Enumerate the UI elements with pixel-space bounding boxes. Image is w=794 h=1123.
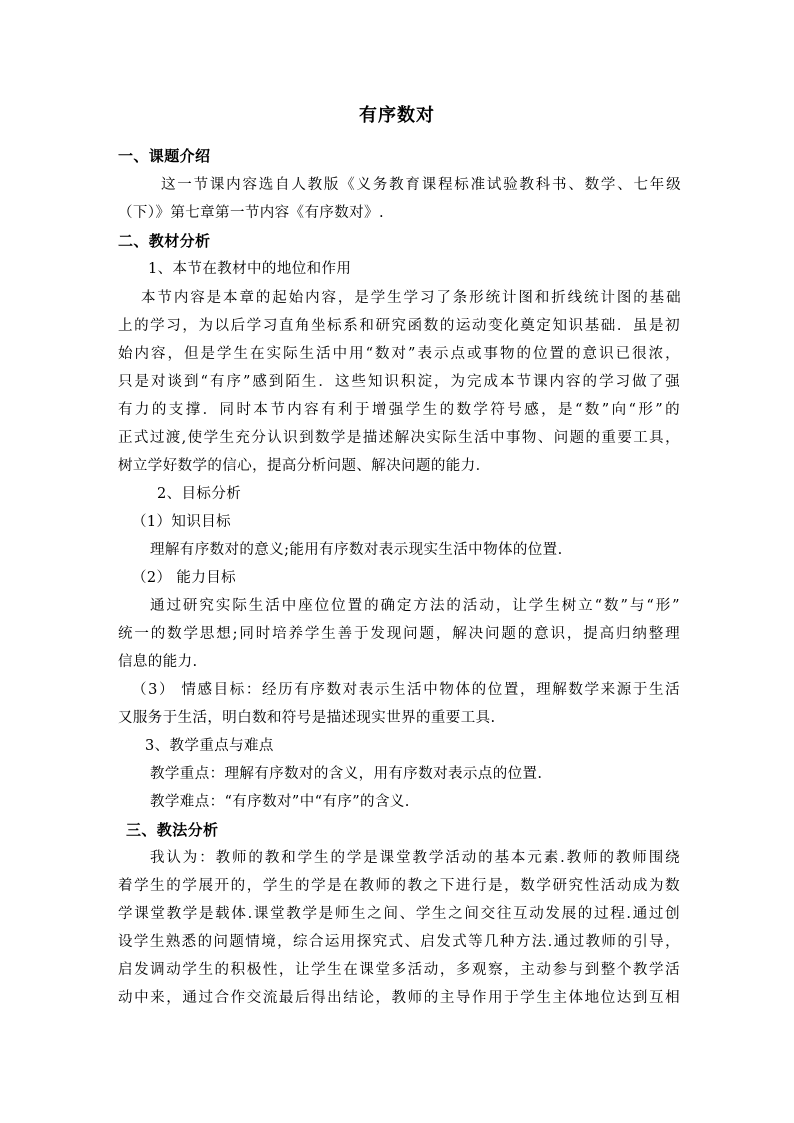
subheading-goal-analysis: 2、目标分析 xyxy=(157,486,242,502)
subheading-key-difficult: 3、教学重点与难点 xyxy=(145,738,274,754)
section-heading-intro: 一、课题介绍 xyxy=(118,147,211,165)
subheading-position-role: 1、本节在教材中的地位和作用 xyxy=(148,261,352,277)
paragraph-line: 本节内容是本章的起始内容，是学生学习了条形统计图和折线统计图的基础 xyxy=(141,290,681,306)
goal-knowledge-text: 理解有序数对的意义;能用有序数对表示现实生活中物体的位置. xyxy=(150,542,563,558)
section-heading-method: 三、教法分析 xyxy=(126,821,219,839)
paragraph-line: 只是对谈到“有序”感到陌生．这些知识积淀，为完成本节课内容的学习做了强 xyxy=(118,374,680,390)
section-heading-material: 二、教材分析 xyxy=(118,232,211,250)
paragraph-line: 有力的支撑．同时本节内容有利于增强学生的数学符号感，是“数”向“形”的 xyxy=(118,402,680,418)
difficult-point-text: 教学难点：“有序数对”中“有序”的含义. xyxy=(150,794,410,810)
paragraph-line: 这一节课内容选自人教版《义务教育课程标准试验教科书、数学、七年级 xyxy=(161,177,681,193)
paragraph-line: 动中来，通过合作交流最后得出结论，教师的主导作用于学生主体地位达到互相 xyxy=(118,990,680,1006)
paragraph-line: 始内容，但是学生在实际生活中用“数对”表示点或事物的位置的意识已很浓， xyxy=(118,346,680,362)
paragraph-line: 我认为：教师的教和学生的学是课堂教学活动的基本元素.教师的教师围绕 xyxy=(150,850,680,866)
paragraph-line: 正式过渡,使学生充分认识到数学是描述解决实际生活中事物、问题的重要工具， xyxy=(118,430,680,446)
paragraph-line: 树立学好数学的信心，提高分析问题、解决问题的能力． xyxy=(118,458,491,474)
goal-ability-label: （2） 能力目标 xyxy=(132,570,237,586)
document-title: 有序数对 xyxy=(359,105,435,126)
paragraph-line: 又服务于生活，明白数和符号是描述现实世界的重要工具. xyxy=(118,710,496,726)
paragraph-line: 通过研究实际生活中座位位置的确定方法的活动，让学生树立“数”与“形” xyxy=(150,598,680,614)
paragraph-line: 设学生熟悉的问题情境，综合运用探究式、启发式等几种方法.通过教师的引导， xyxy=(118,934,680,950)
key-point-text: 教学重点：理解有序数对的含义，用有序数对表示点的位置. xyxy=(150,766,543,782)
paragraph-line: 学课堂教学是载体.课堂教学是师生之间、学生之间交往互动发展的过程.通过创 xyxy=(118,906,680,922)
goal-knowledge-label: （1）知识目标 xyxy=(132,514,232,530)
paragraph-line: 信息的能力. xyxy=(118,654,198,670)
paragraph-line: （下）》第七章第一节内容《有序数对》. xyxy=(118,205,384,221)
paragraph-line: 启发调动学生的积极性，让学生在课堂多活动，多观察，主动参与到整个教学活 xyxy=(118,962,680,978)
paragraph-line: 上的学习，为以后学习直角坐标系和研究函数的运动变化奠定知识基础．虽是初 xyxy=(118,318,680,334)
paragraph-line: 统一的数学思想;同时培养学生善于发现问题，解决问题的意识，提高归纳整理 xyxy=(118,626,680,642)
goal-emotion-text: （3） 情感目标：经历有序数对表示生活中物体的位置，理解数学来源于生活 xyxy=(132,682,680,698)
paragraph-line: 着学生的学展开的，学生的学是在教师的教之下进行是，数学研究性活动成为数 xyxy=(118,878,680,894)
